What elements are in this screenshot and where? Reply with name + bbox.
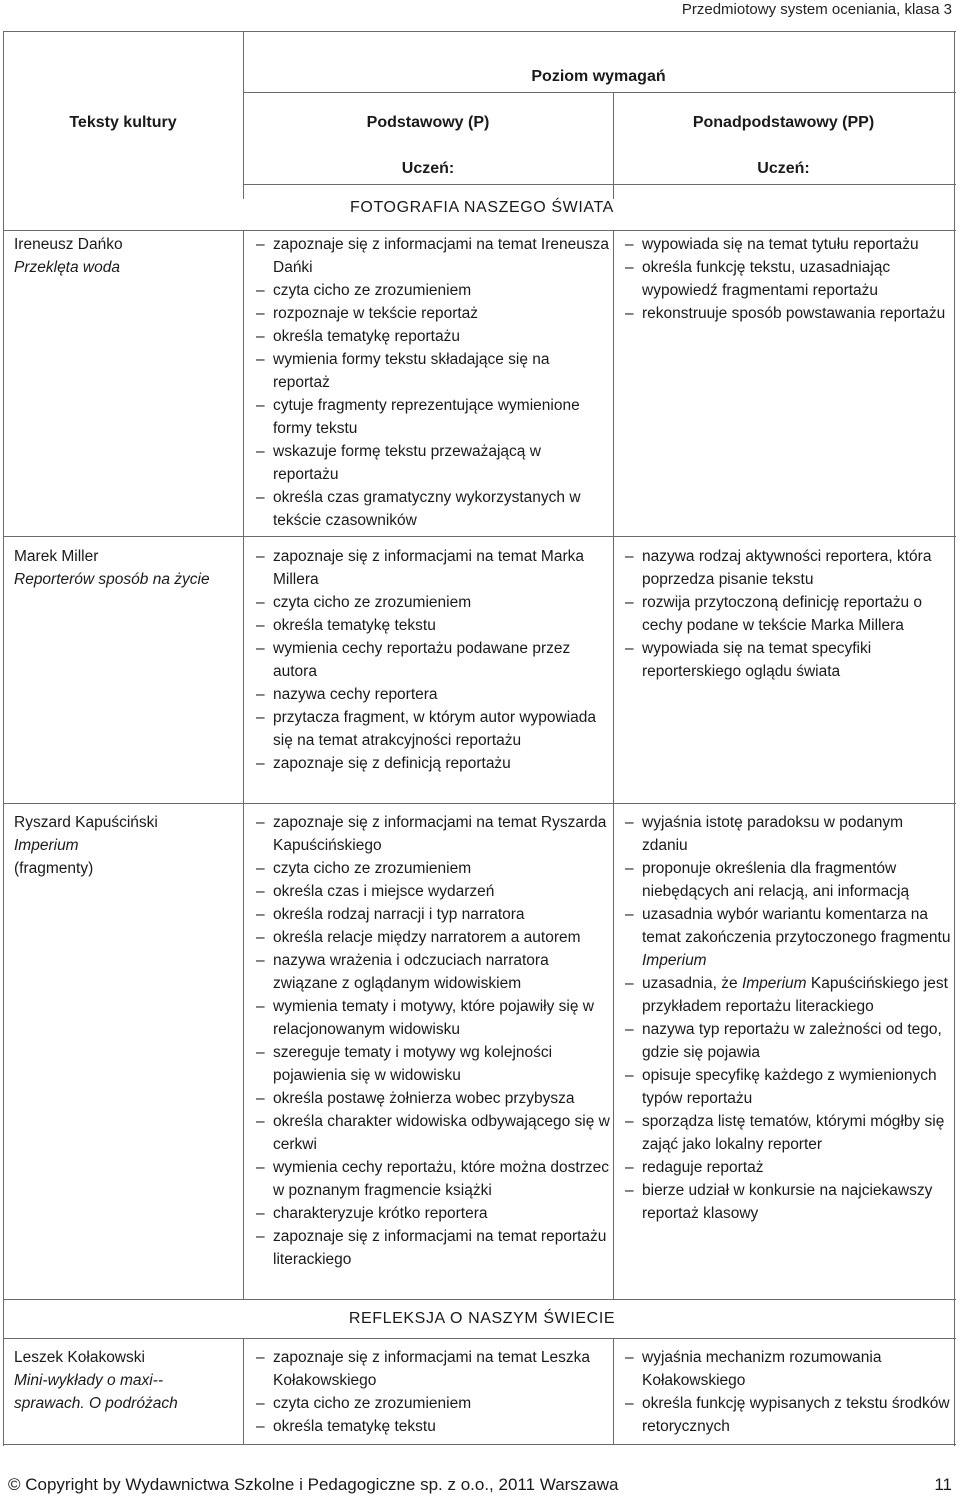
table-rule (243, 1338, 244, 1444)
requirement-item: – rozpoznaje w tekście reportaż (248, 302, 610, 325)
requirement-item: – cytuje fragmenty reprezentujące wymienione formy tekstu (248, 394, 610, 440)
requirement-item: – redaguje reportaż (617, 1156, 953, 1179)
table-rule (243, 92, 956, 93)
requirement-item: – opisuje specyfikę każdego z wymienionych typów reportażu (617, 1064, 953, 1110)
requirement-item: – wypowiada się na temat tytułu reportażu (617, 233, 953, 256)
header-student-basic: Uczeń: (401, 160, 455, 177)
requirement-item: – uzasadnia, że Imperium Kapuścińskiego jest przykładem reportażu literackiego (617, 972, 953, 1018)
requirement-item: – rozwija przytoczoną definicję reportażu o cechy podane w tekście Marka Millera (617, 591, 953, 637)
advanced-requirements-list (617, 233, 953, 325)
header-requirement-level: Poziom wymagań (531, 68, 666, 85)
section-title: FOTOGRAFIA NASZEGO ŚWIATA (350, 199, 614, 216)
table-border-left (3, 31, 4, 1446)
requirement-item: – charakteryzuje krótko reportera (248, 1202, 610, 1225)
table-rule (3, 230, 956, 231)
table-border-bottom (3, 1444, 956, 1445)
table-rule (3, 536, 956, 537)
requirement-item: – wyjaśnia istotę paradoksu w podanym zdaniu (617, 811, 953, 857)
table-border-top (3, 31, 956, 32)
requirement-item: – wymienia cechy reportażu, które można dostrzec w poznanym fragmencie książki (248, 1156, 610, 1202)
requirement-item: – zapoznaje się z informacjami na temat Ireneusza Dańki (248, 233, 610, 279)
requirement-item: – nazywa typ reportażu w zależności od tego, gdzie się pojawia (617, 1018, 953, 1064)
requirement-item: – określa czas i miejsce wydarzeń (248, 880, 610, 903)
requirement-item: – proponuje określenia dla fragmentów niebędących ani relacją, ani informacją (617, 857, 953, 903)
requirement-item: – wypowiada się na temat specyfiki reporterskiego oglądu świata (617, 637, 953, 683)
work-title: Mini-wykłady o maxi--sprawach. O podróżach (14, 1372, 178, 1412)
table-rule (3, 803, 956, 804)
requirement-item: – zapoznaje się z informacjami na temat Marka Millera (248, 545, 610, 591)
text-cell (14, 1346, 239, 1415)
requirement-item: – czyta cicho ze zrozumieniem (248, 857, 610, 880)
requirement-item: – rekonstruuje sposób powstawania reportażu (617, 302, 953, 325)
table-rule (613, 230, 614, 1299)
requirement-item: – nazywa rodzaj aktywności reportera, która poprzedza pisanie tekstu (617, 545, 953, 591)
work-title: Przeklęta woda (14, 259, 120, 276)
text-cell (14, 233, 239, 279)
running-header: Przedmiotowy system oceniania, klasa 3 (681, 1, 952, 18)
advanced-requirements-list (617, 811, 953, 1225)
requirement-item: – nazywa cechy reportera (248, 683, 610, 706)
requirement-item: – czyta cicho ze zrozumieniem (248, 591, 610, 614)
text-cell (14, 811, 239, 880)
author-name: Leszek Kołakowski (14, 1349, 145, 1366)
requirement-item: – określa tematykę reportażu (248, 325, 610, 348)
requirement-item: – określa postawę żołnierza wobec przybysza (248, 1087, 610, 1110)
basic-requirements-list (248, 811, 610, 1271)
copyright-footer: © Copyright by Wydawnictwa Szkolne i Pedagogiczne sp. z o.o., 2011 Warszawa (8, 1475, 619, 1494)
author-name: Marek Miller (14, 548, 99, 565)
table-rule (613, 92, 614, 199)
requirement-item: – wymienia formy tekstu składające się na reportaż (248, 348, 610, 394)
author-name: Ryszard Kapuściński (14, 814, 158, 831)
requirement-item: – zapoznaje się z informacjami na temat Leszka Kołakowskiego (248, 1346, 610, 1392)
table-rule (613, 1338, 614, 1444)
advanced-requirements-list (617, 545, 953, 683)
requirement-item: – określa rodzaj narracji i typ narratora (248, 903, 610, 926)
section-title: REFLEKSJA O NASZYM ŚWIECIE (348, 1310, 616, 1327)
requirement-item: – określa charakter widowiska odbywającego się w cerkwi (248, 1110, 610, 1156)
requirements-table (3, 31, 956, 1446)
requirement-item: – przytacza fragment, w którym autor wypowiada się na temat atrakcyjności reportażu (248, 706, 610, 752)
requirement-item: – zapoznaje się z definicją reportażu (248, 752, 610, 775)
basic-requirements-list (248, 1346, 610, 1438)
requirement-item: – czyta cicho ze zrozumieniem (248, 279, 610, 302)
table-rule (3, 1338, 956, 1339)
requirement-item: – szereguje tematy i motywy wg kolejności pojawienia się w widowisku (248, 1041, 610, 1087)
table-rule (3, 1299, 956, 1300)
header-texts-of-culture: Teksty kultury (69, 114, 177, 131)
requirement-item: – sporządza listę tematów, którymi mógłby się zająć jako lokalny reporter (617, 1110, 953, 1156)
header-student-advanced: Uczeń: (757, 160, 810, 177)
requirement-item: – wymienia tematy i motywy, które pojawiły się w relacjonowanym widowisku (248, 995, 610, 1041)
basic-requirements-list (248, 545, 610, 775)
author-name: Ireneusz Dańko (14, 236, 123, 253)
header-advanced-level: Ponadpodstawowy (PP) (692, 114, 875, 131)
requirement-item: – określa tematykę tekstu (248, 1415, 610, 1438)
requirement-item: – uzasadnia wybór wariantu komentarza na temat zakończenia przytoczonego fragmentu Imperium (617, 903, 953, 972)
requirement-item: – czyta cicho ze zrozumieniem (248, 1392, 610, 1415)
requirement-item: – bierze udział w konkursie na najciekawszy reportaż klasowy (617, 1179, 953, 1225)
work-title: Reporterów sposób na życie (14, 571, 210, 588)
basic-requirements-list (248, 233, 610, 532)
requirement-item: – określa tematykę tekstu (248, 614, 610, 637)
table-rule (243, 230, 244, 1299)
requirement-item: – wyjaśnia mechanizm rozumowania Kołakowskiego (617, 1346, 953, 1392)
requirement-item: – określa funkcję tekstu, uzasadniając wypowiedź fragmentami reportażu (617, 256, 953, 302)
requirement-item: – wskazuje formę tekstu przeważającą w reportażu (248, 440, 610, 486)
requirement-item: – określa czas gramatyczny wykorzystanych w tekście czasowników (248, 486, 610, 532)
text-cell (14, 545, 239, 591)
table-border-right (954, 31, 955, 1446)
header-basic-level: Podstawowy (P) (366, 114, 490, 131)
requirement-item: – wymienia cechy reportażu podawane przez autora (248, 637, 610, 683)
work-title: Imperium (14, 837, 79, 854)
work-note: (fragmenty) (14, 860, 94, 877)
requirement-item: – nazywa wrażenia i odczuciach narratora związane z oglądanym widowiskiem (248, 949, 610, 995)
requirement-item: – zapoznaje się z informacjami na temat Ryszarda Kapuścińskiego (248, 811, 610, 857)
table-rule (243, 184, 956, 185)
page-number: 11 (934, 1475, 952, 1494)
requirement-item: – zapoznaje się z informacjami na temat reportażu literackiego (248, 1225, 610, 1271)
requirement-item: – określa relacje między narratorem a autorem (248, 926, 610, 949)
advanced-requirements-list (617, 1346, 953, 1438)
requirement-item: – określa funkcję wypisanych z tekstu środków retorycznych (617, 1392, 953, 1438)
